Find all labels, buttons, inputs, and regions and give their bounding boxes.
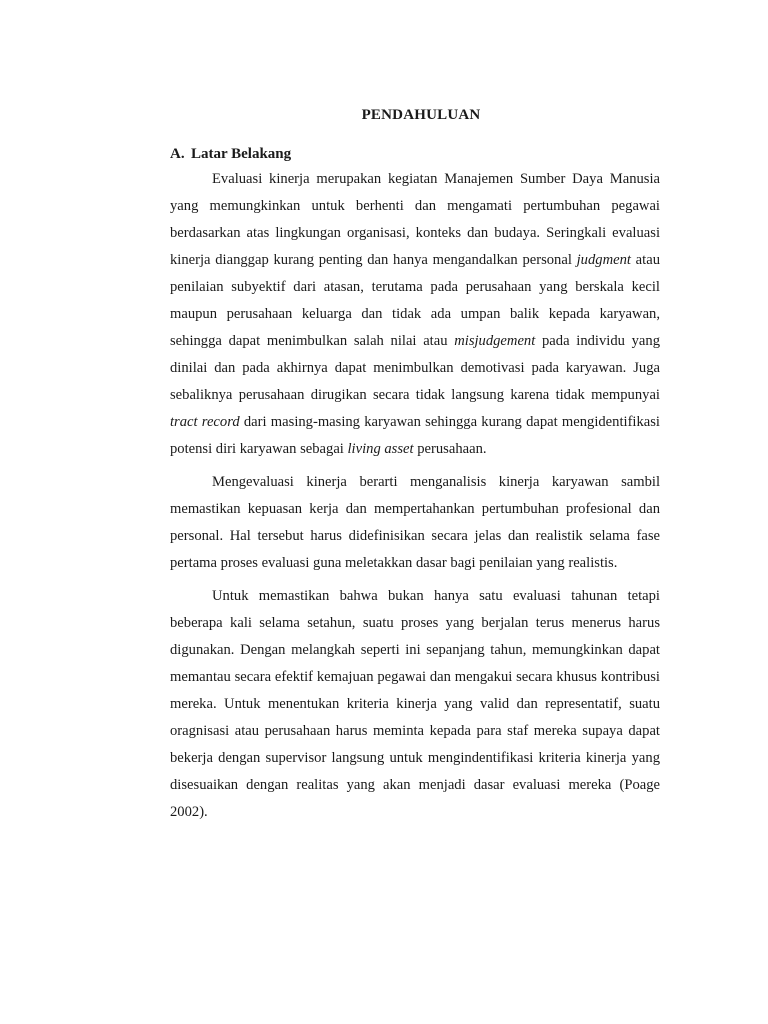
paragraph-2	[170, 469, 660, 577]
italic-term: tract record	[170, 414, 240, 430]
section-heading	[170, 146, 660, 163]
paragraph-text: pada individu yang dinilai dan pada akhirnya dapat menimbulkan demotivasi pada karyawan. Juga sebaliknya perusahaan dirugikan secara tidak langsung karena tidak mempunyai	[170, 333, 660, 403]
chapter-title: PENDAHULUAN	[361, 107, 481, 123]
italic-term: judgment	[576, 252, 631, 268]
paragraph-text: atau penilaian subyektif dari atasan, terutama pada perusahaan yang berskala kecil maupun perusahaan keluarga dan tidak ada umpan balik kepada karyawan, sehingga dapat menimbulkan salah nilai atau	[170, 252, 660, 349]
section-heading-text: Latar Belakang	[191, 146, 292, 162]
paragraph-text: Evaluasi kinerja merupakan kegiatan Manajemen Sumber Daya Manusia yang memungkinkan untuk berhenti dan mengamati pertumbuhan pegawai berdasarkan atas lingkungan organisasi, konteks dan budaya. Seringkali evaluasi kinerja dianggap kurang penting dan hanya mengandalkan personal	[170, 171, 660, 268]
paragraph-text: dari masing-masing karyawan sehingga kurang dapat mengidentifikasi potensi diri karyawan sebagai	[170, 414, 660, 457]
paragraph-text: Mengevaluasi kinerja berarti menganalisis kinerja karyawan sambil memastikan kepuasan kerja dan mempertahankan pertumbuhan profesional dan personal. Hal tersebut harus didefinisikan secara jelas dan realistik selama fase pertama proses evaluasi guna meletakkan dasar bagi penilaian yang realistis.	[170, 474, 660, 571]
paragraph-text: Untuk memastikan bahwa bukan hanya satu evaluasi tahunan tetapi beberapa kali selama setahun, suatu proses yang berjalan terus menerus harus digunakan. Dengan melangkah seperti ini sepanjang tahun, memungkinkan dapat memantau secara efektif kemajuan pegawai dan mengakui secara khusus kontribusi mereka. Untuk menentukan kriteria kinerja yang valid dan representatif, suatu oragnisasi atau perusahaan harus meminta kepada para staf mereka supaya dapat bekerja dengan supervisor langsung untuk mengindentifikasi kriteria kinerja yang disesuaikan dengan realitas yang akan menjadi dasar evaluasi mereka (Poage 2002).	[170, 588, 660, 820]
section-number: A.	[170, 146, 185, 162]
italic-term: misjudgement	[454, 333, 536, 349]
paragraph-text: perusahaan.	[413, 441, 487, 457]
italic-term: living asset	[347, 441, 414, 457]
paragraph-3	[170, 583, 660, 826]
paragraph-1	[170, 166, 660, 463]
page-content	[170, 107, 660, 826]
